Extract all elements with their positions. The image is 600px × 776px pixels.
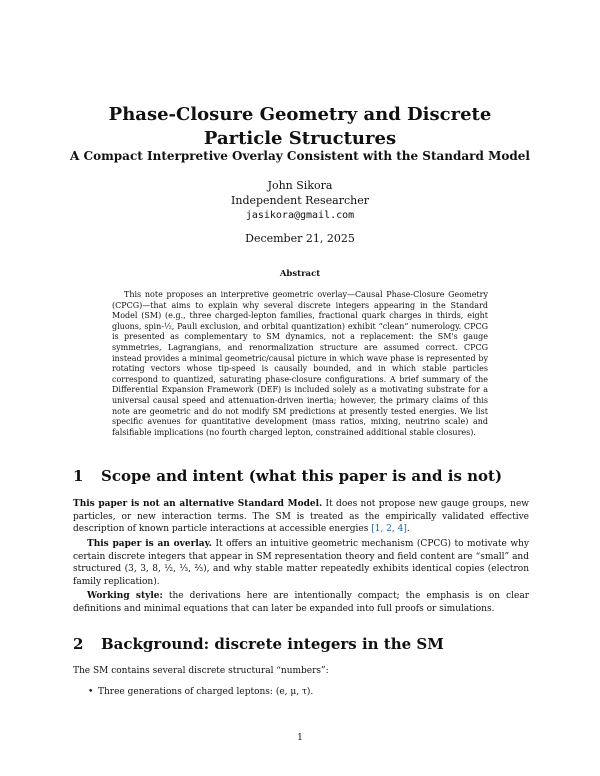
section-1-paragraph-1 [73, 498, 529, 536]
paragraph-text: the derivations here are intentionally compact; the emphasis is on clear definitions and minimal equations that can later be expanded into full proofs or simulations. [73, 591, 529, 614]
paragraph-tail: . [406, 524, 410, 534]
paragraph-text: It does not propose new gauge groups, new particles, or new interaction terms. The SM is treated as the empirically validated effective description of known particle interactions at accessible energies [73, 499, 529, 534]
list-item-text: Three generations of charged leptons: (e, μ, τ). [98, 687, 314, 697]
author-name: John Sikora [267, 179, 333, 192]
author-block [150, 178, 450, 223]
abstract-text: This note proposes an interpretive geometric overlay—Causal Phase-Closure Geometry (CPCG)—that aims to explain why several discrete integers appearing in the Standard Model (SM) (e.g., three charged-lepton families, fractional quark charges in thirds, eight gluons, spin-½, Pauli exclusion, and orbital quantization) exhibit “clean” numerology. CPCG is presented as complementary to SM dynamics, not a replacement: the SM's gauge symmetries, Lagrangians, and renormalization structure are assumed correct. CPCG instead provides a minimal geometric/causal picture in which wave phase is represented by rotating vectors whose tip-speed is causally bounded, and in which stable particles correspond to quantized, saturating phase-closure configurations. A brief summary of the Differential Expansion Framework (DEF) is included solely as a motivating substrate for a universal causal speed and attenuation-driven inertia; however, the primary claims of this note are geometric and do not modify SM predictions at presently tested energies. We list specific avenues for quantitative development (mass ratios, mixing, neutrino scale) and falsifiable implications (no fourth charged lepton, constrained additional stable closures). [112, 290, 488, 437]
page-number: 1 [297, 733, 303, 743]
section-1-paragraph-3 [73, 590, 529, 615]
section-1-title: Scope and intent (what this paper is and is not) [101, 467, 503, 485]
list-item [88, 686, 528, 698]
paragraph-lead: This paper is not an alternative Standard Model. [73, 499, 323, 509]
section-1-number: 1 [73, 467, 84, 485]
section-2-title: Background: discrete integers in the SM [101, 635, 444, 653]
paper-title: Phase-Closure Geometry and Discrete Particle Structures [108, 104, 492, 149]
section-1-paragraph-2 [73, 538, 529, 588]
section-2-number: 2 [73, 635, 84, 653]
section-1-heading [73, 467, 533, 485]
paper-subtitle: A Compact Interpretive Overlay Consistent with the Standard Model [70, 149, 530, 163]
paper-date: December 21, 2025 [245, 232, 355, 245]
section-2-heading [73, 635, 533, 653]
section-2-intro: The SM contains several discrete structural “numbers”: [73, 666, 329, 676]
citation-link[interactable]: [1, 2, 4] [371, 524, 407, 534]
abstract-heading: Abstract [279, 269, 321, 279]
author-email[interactable]: jasikora@gmail.com [245, 210, 355, 221]
paragraph-lead: Working style: [87, 591, 163, 601]
paragraph-text: It offers an intuitive geometric mechanism (CPCG) to motivate why certain discrete integers that appear in SM representation theory and field content are “small” and structured (3, 3, 8, ½, ⅓, ⅔), and why stable matter repeatedly exhibits identical copies (electron family replication). [73, 539, 529, 587]
bullet-icon: • [88, 687, 94, 697]
author-affiliation: Independent Researcher [231, 194, 369, 207]
paragraph-lead: This paper is an overlay. [87, 539, 212, 549]
